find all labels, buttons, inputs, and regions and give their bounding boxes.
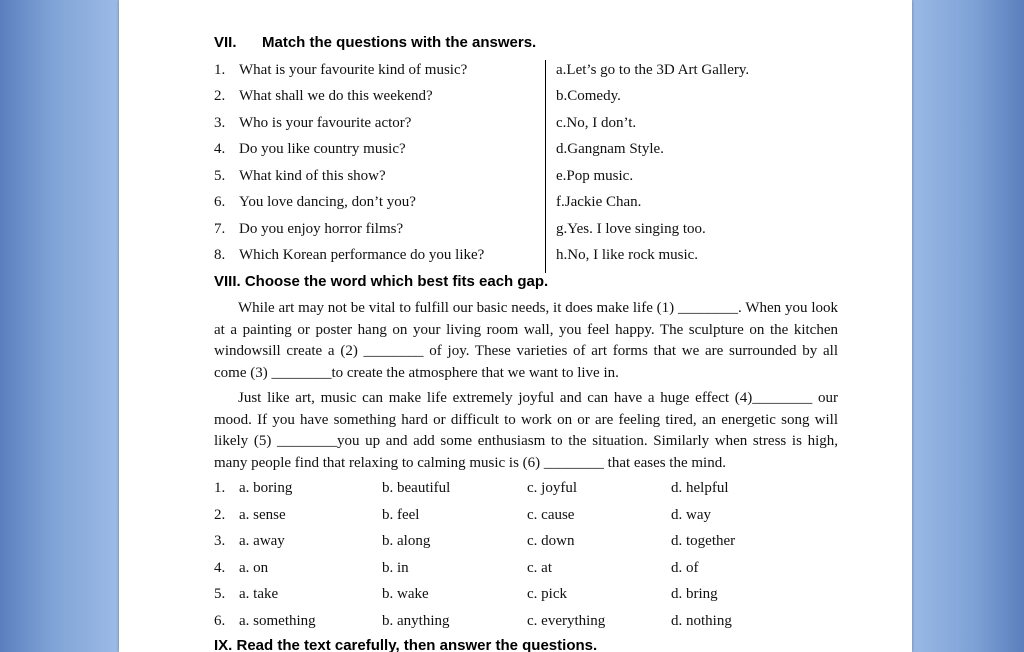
option-c: c. down bbox=[527, 533, 575, 549]
option-b: b. along bbox=[382, 533, 431, 549]
question-number: 4. bbox=[214, 141, 226, 157]
option-a: a. sense bbox=[239, 507, 286, 523]
option-c: c. everything bbox=[527, 613, 606, 629]
question-number: 8. bbox=[214, 247, 226, 263]
answer-text: a.Let’s go to the 3D Art Gallery. bbox=[556, 62, 750, 78]
option-c: c. cause bbox=[527, 507, 575, 523]
section-ix-heading: IX. Read the text carefully, then answer the questions. bbox=[214, 637, 598, 652]
answer-text: f.Jackie Chan. bbox=[556, 194, 642, 210]
option-d: d. helpful bbox=[671, 480, 729, 496]
option-number: 1. bbox=[214, 480, 226, 496]
question-number: 6. bbox=[214, 194, 226, 210]
option-number: 3. bbox=[214, 533, 226, 549]
answer-text: h.No, I like rock music. bbox=[556, 247, 699, 263]
document-page[interactable] bbox=[119, 0, 912, 652]
question-text: What is your favourite kind of music? bbox=[239, 62, 468, 78]
section-vii-number: VII. bbox=[214, 34, 237, 51]
question-text: Who is your favourite actor? bbox=[239, 115, 412, 131]
question-text: You love dancing, don’t you? bbox=[239, 194, 416, 210]
question-number: 5. bbox=[214, 168, 226, 184]
answer-text: b.Comedy. bbox=[556, 88, 621, 104]
option-c: c. at bbox=[527, 560, 552, 576]
answer-text: e.Pop music. bbox=[556, 168, 634, 184]
section-vii-heading bbox=[214, 34, 536, 51]
option-number: 4. bbox=[214, 560, 226, 576]
question-text: What kind of this show? bbox=[239, 168, 386, 184]
question-number: 1. bbox=[214, 62, 226, 78]
option-a: a. away bbox=[239, 533, 285, 549]
option-c: c. joyful bbox=[527, 480, 577, 496]
option-a: a. boring bbox=[239, 480, 293, 496]
section-vii-title: Match the questions with the answers. bbox=[262, 34, 537, 51]
question-number: 3. bbox=[214, 115, 226, 131]
question-text: Do you like country music? bbox=[239, 141, 406, 157]
answer-text: d.Gangnam Style. bbox=[556, 141, 664, 157]
answer-text: c.No, I don’t. bbox=[556, 115, 637, 131]
option-number: 2. bbox=[214, 507, 226, 523]
section-viii-heading: VIII. Choose the word which best fits each gap. bbox=[214, 273, 549, 290]
option-d: d. together bbox=[671, 533, 736, 549]
option-number: 5. bbox=[214, 586, 226, 602]
answer-text: g.Yes. I love singing too. bbox=[556, 221, 706, 237]
question-text: Which Korean performance do you like? bbox=[239, 247, 485, 263]
option-b: b. wake bbox=[382, 586, 429, 602]
option-d: d. of bbox=[671, 560, 699, 576]
question-number: 7. bbox=[214, 221, 226, 237]
option-b: b. in bbox=[382, 560, 409, 576]
option-d: d. way bbox=[671, 507, 711, 523]
option-c: c. pick bbox=[527, 586, 567, 602]
gap-fill-paragraph-1: While art may not be vital to fulfill our basic needs, it does make life (1) ________. When you look at a painting or poster hang on your living room wall, you feel happy. The sculpture on the kitchen windowsill create a (2) ________ of joy. These varieties of art forms that we are surrounded by all come (3) ________to create the atmosphere that we want to live in. bbox=[214, 300, 838, 381]
option-d: d. nothing bbox=[671, 613, 732, 629]
question-text: What shall we do this weekend? bbox=[239, 88, 433, 104]
option-b: b. feel bbox=[382, 507, 420, 523]
option-d: d. bring bbox=[671, 586, 718, 602]
option-number: 6. bbox=[214, 613, 226, 629]
option-a: a. on bbox=[239, 560, 269, 576]
option-a: a. something bbox=[239, 613, 316, 629]
option-b: b. anything bbox=[382, 613, 450, 629]
match-column-divider bbox=[545, 60, 546, 273]
question-text: Do you enjoy horror films? bbox=[239, 221, 404, 237]
option-b: b. beautiful bbox=[382, 480, 451, 496]
question-number: 2. bbox=[214, 88, 226, 104]
option-a: a. take bbox=[239, 586, 279, 602]
gap-fill-paragraph-2: Just like art, music can make life extremely joyful and can have a huge effect (4)________ our mood. If you have something hard or difficult to work on or are feeling tired, an energetic song will likely (5) ________you up and add some enthusiasm to the situation. Similarly when stress is high, many people find that relaxing to calming music is (6) ________ that eases the mind. bbox=[214, 390, 838, 471]
